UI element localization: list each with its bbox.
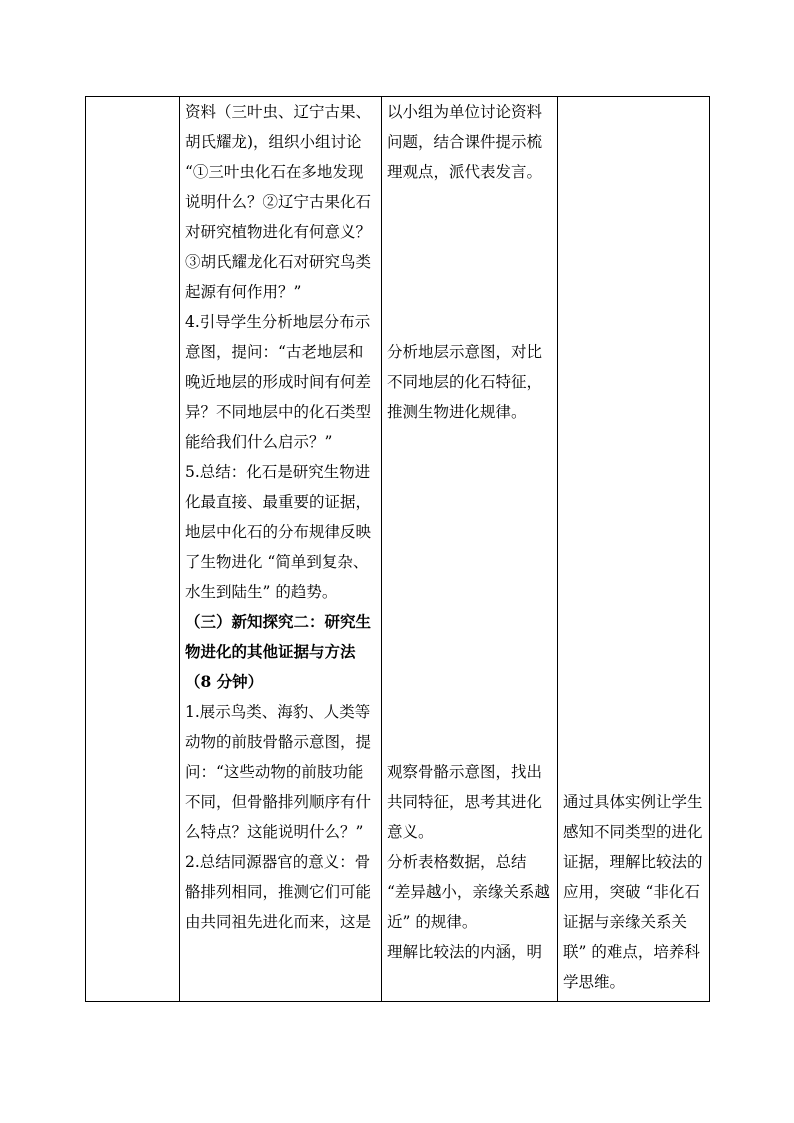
student-activity-paragraph: 分析地层示意图，对比不同地层的化石特征，推测生物进化规律。 <box>387 343 543 421</box>
student-activity-paragraph: 分析表格数据，总结 “差异越小，亲缘关系越近” 的规律。 <box>387 853 550 931</box>
teacher-activity-paragraph: 4.引导学生分析地层分布示意图，提问：“古老地层和晚近地层的形成时间有何差异？不同地层中的化石类型能给我们什么启示？” <box>185 313 372 451</box>
table-cell-design-intent <box>558 97 710 1002</box>
teacher-activity-paragraph: 1.展示鸟类、海豹、人类等动物的前肢骨骼示意图，提问：“这些动物的前肢功能不同，但骨骼排列顺序有什么特点？这能说明什么？” <box>185 703 372 841</box>
table-cell-section <box>86 97 180 1002</box>
teacher-activity-paragraph: （三）新知探究二：研究生物进化的其他证据与方法（8 分钟） <box>185 612 372 691</box>
teacher-activity-paragraph: 5.总结：化石是研究生物进化最直接、最重要的证据，地层中化石的分布规律反映了生物进化 “简单到复杂、水生到陆生” 的趋势。 <box>185 463 372 601</box>
student-activity-paragraph: 以小组为单位讨论资料问题，结合课件提示梳理观点，派代表发言。 <box>387 103 543 181</box>
design-intent-text <box>558 787 709 997</box>
student-activity-text <box>382 97 557 967</box>
design-intent-paragraph: 通过具体实例让学生感知不同类型的进化证据，理解比较法的应用，突破 “非化石证据与亲缘关系关联” 的难点，培养科学思维。 <box>563 793 703 991</box>
table-row <box>86 97 710 1002</box>
table-cell-teacher-activity <box>180 97 382 1002</box>
teacher-activity-text <box>180 97 381 937</box>
teacher-activity-paragraph: 资料（三叶虫、辽宁古果、胡氏耀龙)，组织小组讨论 “①三叶虫化石在多地发现说明什么？②辽宁古果化石对研究植物进化有何意义？③胡氏耀龙化石对研究鸟类起源有何作用？” <box>185 103 372 301</box>
student-activity-paragraph: 观察骨骼示意图，找出共同特征，思考其进化意义。 <box>387 763 543 841</box>
table-cell-student-activity <box>382 97 558 1002</box>
lesson-plan-table <box>85 96 710 1002</box>
student-activity-paragraph: 理解比较法的内涵，明 <box>387 943 543 961</box>
teacher-activity-paragraph: 2.总结同源器官的意义：骨骼排列相同，推测它们可能由共同祖先进化而来，这是 <box>185 853 372 931</box>
